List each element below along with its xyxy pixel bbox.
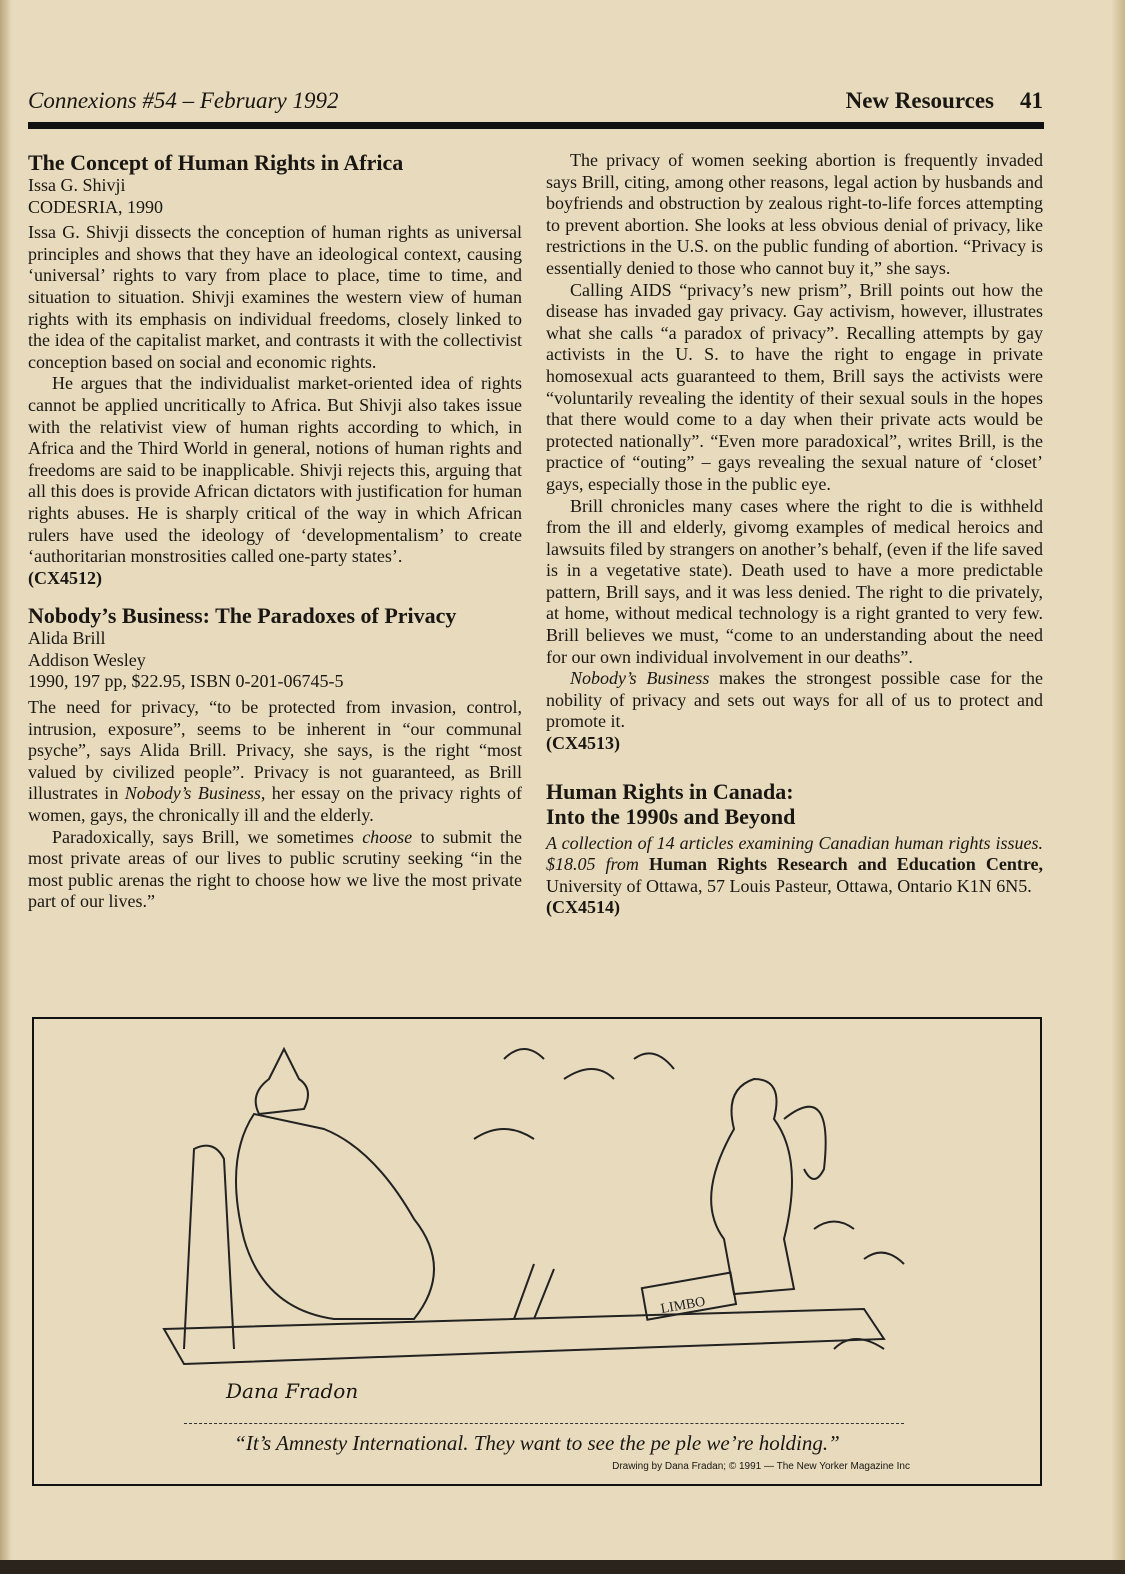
article-code: (CX4513) bbox=[546, 733, 620, 754]
description-italic: A collection of 14 articles examining Canadian human rights issues. $18.05 from bbox=[546, 832, 1043, 875]
section-header bbox=[846, 88, 1043, 114]
title-line: Human Rights in Canada: bbox=[546, 778, 794, 804]
article-title bbox=[546, 779, 1043, 829]
running-header: Connexions #54 – February 1992 bbox=[28, 88, 339, 113]
right-column bbox=[546, 150, 1043, 919]
article-paragraph: Calling AIDS “privacy’s new prism”, Brill points out how the disease has invaded gay privacy. Gay activism, however, illustrates what she calls “a paradox of privacy”. Recalling attempts by gay activists in the U. S. to have the right to engage in private homosexual acts guaranteed to them, Brill says the activists were “voluntarily revealing the identity of their sexual souls in the hopes that there would come to a day when their private acts would be protected nationally”. “Even more paradoxical”, writes Brill, is the practice of “outing” – gays revealing the sexual nature of ‘closet’ gays, especially those in the public eye. bbox=[546, 279, 1043, 494]
article-paragraph: The privacy of women seeking abortion is frequently invaded says Brill, citing, among other reasons, legal action by husbands and boyfriends and obstruction by zealous right-to-life forces attempting to prevent abortion. She looks at less obvious denial of privacy, like restrictions in the U.S. on the public funding of abortion. “Privacy is essentially denied to those who cannot buy it,” she says. bbox=[546, 150, 1043, 278]
article-paragraph: Issa G. Shivji dissects the conception of human rights as universal principles and shows that they have an ideological context, causing ‘universal’ rights to vary from place to place, time to time, and situation to situation. Shivji examines the western view of human rights with its emphasis on individual freedoms, closely linked to the idea of the capitalist market, and contrasts it with the collectivist conception based on social and economic rights. bbox=[28, 222, 522, 372]
article-author: Alida Brill bbox=[28, 628, 106, 649]
article-publisher: CODESRIA, 1990 bbox=[28, 196, 164, 217]
book-title-italic: Nobody’s Business bbox=[124, 783, 261, 804]
page-bottom-edge bbox=[0, 1560, 1125, 1574]
paragraph-text: The need for privacy, “to be protected from invasion, control, intrusion, exposure”, seems to be inherent in “our communal psyche”, says Alida Brill. Privacy, she says, is the right “most valued by civilized people”. Privacy is not guaranteed, as Brill illustrates in bbox=[28, 697, 522, 804]
cartoon-caption: “It’s Amnesty International. They want to see the pe ple we’re holding.” bbox=[234, 1431, 840, 1455]
crown-icon bbox=[256, 1049, 308, 1114]
paragraph-text: makes the strongest possible case for the nobility of privacy and sets out ways for all of us to protect and promote it. bbox=[546, 668, 1043, 732]
throne-icon bbox=[184, 1146, 234, 1349]
book-title-italic: Nobody’s Business bbox=[570, 668, 710, 689]
article-title: Nobody’s Business: The Paradoxes of Privacy bbox=[28, 603, 457, 629]
article-code: (CX4514) bbox=[546, 897, 620, 918]
cartoon-credit: Drawing by Dana Fradan; © 1991 — The New Yorker Magazine Inc bbox=[612, 1461, 910, 1472]
section-title: New Resources bbox=[845, 88, 994, 113]
desk bbox=[164, 1309, 884, 1364]
address-text: University of Ottawa, 57 Louis Pasteur, Ottawa, Ontario K1N 6N5. bbox=[546, 875, 1032, 896]
article-details: 1990, 197 pp, $22.95, ISBN 0-201-06745-5 bbox=[28, 671, 344, 692]
article-author: Issa G. Shivji bbox=[28, 175, 126, 195]
figure-king bbox=[236, 1114, 434, 1319]
cartoonist-signature: Dana Fradon bbox=[226, 1379, 359, 1403]
article-code: (CX4512) bbox=[28, 567, 102, 588]
publisher-bold: Human Rights Research and Education Centre, bbox=[648, 854, 1044, 875]
article-paragraph: He argues that the individualist market-oriented idea of rights cannot be applied uncritically to Africa. But Shivji also takes issue with the relativist view of human rights according to which, in Africa and the Third World in general, notions of human rights and freedoms are said to be inapplicable. Shivji rejects this, arguing that all this does is provide African dictators with justification for human rights abuses. He is sharply critical of the way in which African rulers have used the ideology of ‘developmentalism’ to create ‘authoritarian monstrosities called one-party states’. bbox=[28, 373, 522, 567]
page-edge bbox=[1111, 0, 1125, 1574]
limbo-sign-label: LIMBO bbox=[659, 1294, 707, 1318]
cartoon-drawing bbox=[34, 1019, 1040, 1484]
page-spine-shadow bbox=[0, 0, 12, 1574]
article-description bbox=[546, 833, 1043, 898]
title-line: Into the 1990s and Beyond bbox=[546, 803, 796, 829]
article-paragraph bbox=[546, 668, 1043, 733]
article-paragraph bbox=[28, 827, 522, 913]
paragraph-text: , her essay on the privacy rights of women, gays, the chronically ill and the elderly. bbox=[28, 783, 522, 826]
paragraph-text: to submit the most private areas of our lives to public scrutiny seeking “in the most public arenas the right to choose how we live the most private part of our lives.” bbox=[28, 826, 523, 912]
page-number: 41 bbox=[1020, 88, 1043, 113]
article-title: The Concept of Human Rights in Africa bbox=[28, 150, 404, 175]
caption-rule bbox=[184, 1423, 904, 1424]
angel-wing bbox=[784, 1107, 826, 1179]
header-rule bbox=[28, 122, 1044, 129]
pens-icon bbox=[514, 1264, 554, 1319]
article-publisher: Addison Wesley bbox=[28, 649, 146, 670]
figure-angel bbox=[711, 1079, 794, 1294]
left-column bbox=[28, 150, 522, 913]
article-paragraph bbox=[28, 697, 522, 827]
emphasis-italic: choose bbox=[362, 826, 413, 847]
cartoon-box bbox=[32, 1017, 1042, 1486]
article-paragraph: Brill chronicles many cases where the right to die is withheld from the ill and elderly, givomg examples of medical heroics and lawsuits filed by strangers on another’s behalf, (even if the life saved is in a vegetative state). Death used to have a more predictable pattern, Brill says, and it was less denied. The right to die privately, at home, without medical technology is a right granted to very few. Brill believes we must, “come to an understanding about the need for our own individual involvement in our deaths”. bbox=[546, 495, 1043, 667]
paragraph-text: Paradoxically, says Brill, we sometimes bbox=[52, 826, 363, 847]
